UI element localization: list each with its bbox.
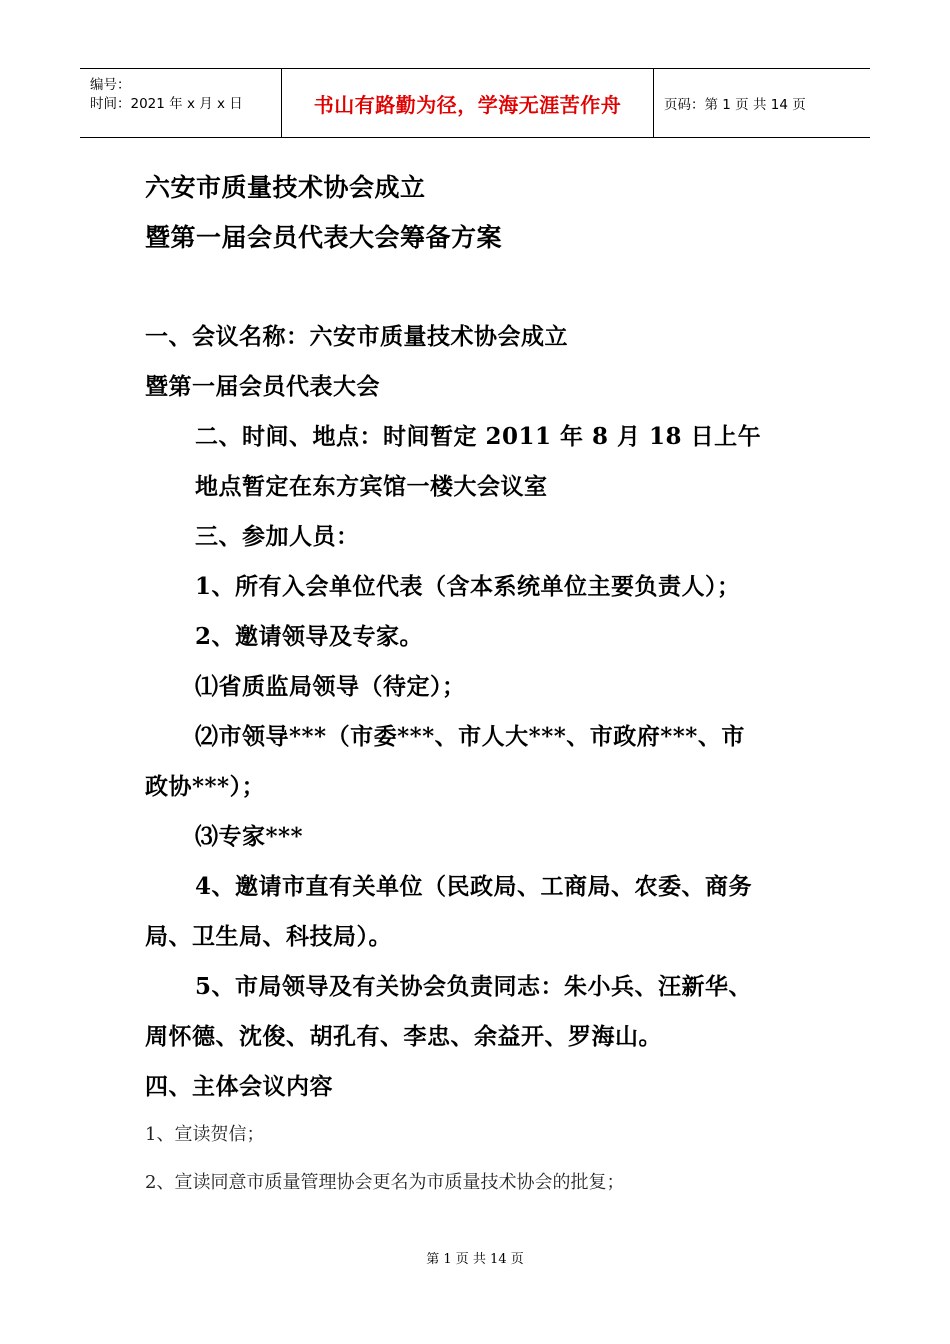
list-item-continuation: 政协***）； (145, 773, 266, 800)
list-item: ⑶专家*** (195, 823, 304, 850)
section-2-heading: 二、时间、地点：时间暂定 2011 年 8 月 18 日上午 (195, 423, 762, 450)
page-info: 页码：第 1 页 共 14 页 (664, 97, 806, 113)
list-item-continuation: 周怀德、沈俊、胡孔有、李忠、余益开、罗海山。 (145, 1023, 662, 1050)
list-item: 4、邀请市直有关单位（民政局、工商局、农委、商务 (195, 873, 753, 900)
section-1-continuation: 暨第一届会员代表大会 (145, 373, 380, 400)
list-item: ⑵市领导***（市委***、市人大***、市政府***、市 (195, 723, 745, 750)
section-4-heading: 四、主体会议内容 (145, 1073, 333, 1100)
section-1-heading: 一、会议名称：六安市质量技术协会成立 (145, 323, 568, 350)
list-item: ⑴省质监局领导（待定）； (195, 673, 466, 700)
location-line: 地点暂定在东方宾馆一楼大会议室 (195, 473, 548, 500)
header-table (80, 68, 870, 138)
doc-title-line-2: 暨第一届会员代表大会筹备方案 (145, 223, 503, 252)
section-3-heading: 三、参加人员： (195, 523, 360, 550)
list-item: 1、所有入会单位代表（含本系统单位主要负责人）； (195, 573, 741, 600)
header-motto-cell (282, 69, 654, 137)
motto: 书山有路勤为径，学海无涯苦作舟 (313, 92, 622, 117)
list-item: 2、邀请领导及专家。 (195, 623, 424, 650)
header-page-cell (654, 69, 870, 137)
number-label: 编号： (90, 77, 131, 93)
list-item: 1、宣读贺信； (145, 1124, 265, 1145)
time-label: 时间：2021 年 x 月 x 日 (90, 96, 243, 112)
list-item: 5、市局领导及有关协会负责同志：朱小兵、汪新华、 (195, 973, 753, 1000)
header-left-cell (80, 69, 282, 137)
list-item-continuation: 局、卫生局、科技局）。 (145, 923, 392, 950)
doc-title-line-1: 六安市质量技术协会成立 (145, 173, 426, 202)
page-footer: 第 1 页 共 14 页 (426, 1252, 524, 1267)
list-item: 2、宣读同意市质量管理协会更名为市质量技术协会的批复； (145, 1172, 625, 1193)
